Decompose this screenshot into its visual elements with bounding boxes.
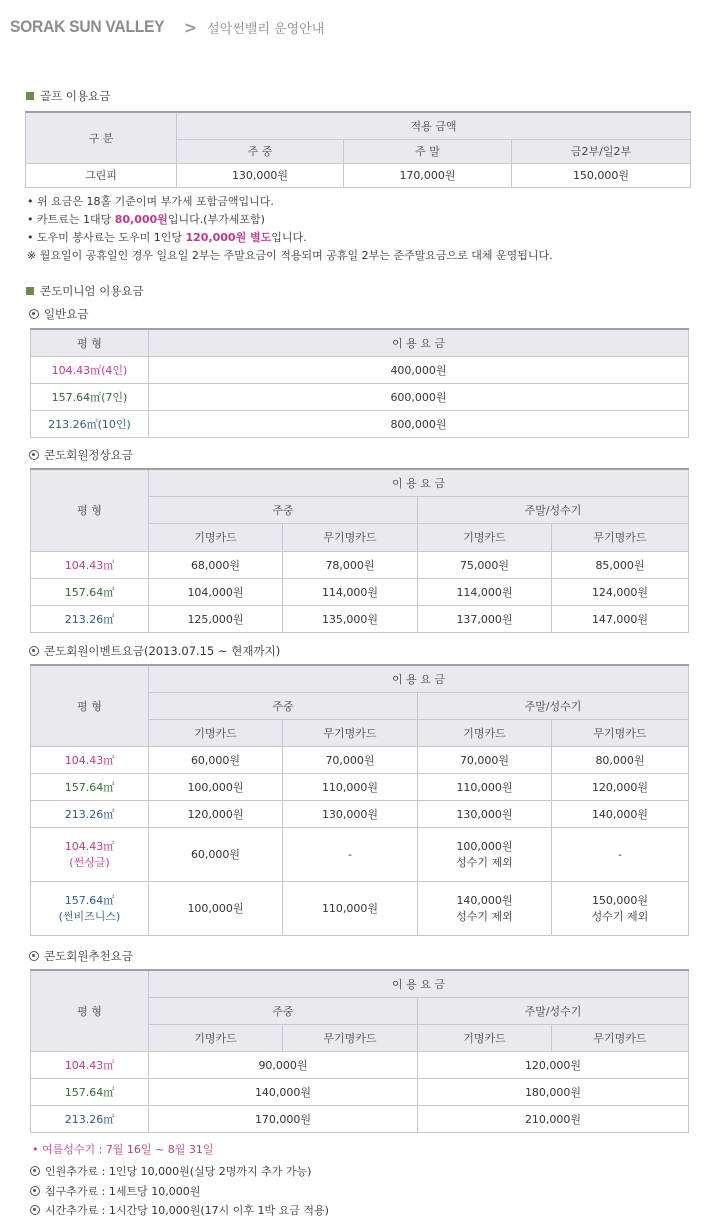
golf-col-weekend: 주 말 <box>344 139 512 163</box>
room-type: 213.26㎡ <box>31 800 149 827</box>
member-weekend-header: 주말/성수기 <box>418 496 689 523</box>
bedding-note: 침구추가료 : 1세트당 10,000원 <box>30 1183 200 1199</box>
golf-price-weekday: 130,000원 <box>177 163 344 187</box>
price-cell: 100,000원 <box>149 773 283 800</box>
table-row <box>31 578 689 605</box>
room-type: 104.43㎡(4인) <box>31 356 149 383</box>
price-cell: 70,000원 <box>283 746 418 773</box>
golf-price-weekend: 170,000원 <box>344 163 512 187</box>
price-cell: 124,000원 <box>552 578 689 605</box>
room-type: 157.64㎡ <box>31 578 149 605</box>
price-cell: 130,000원 <box>418 800 552 827</box>
member-fee-title: 콘도회원정상요금 <box>29 447 133 463</box>
recommend-col-type: 평 형 <box>31 970 149 1051</box>
price-cell: 78,000원 <box>283 551 418 578</box>
golf-note-1: • 위 요금은 18홀 기준이며 부가세 포함금액입니다. <box>27 195 274 208</box>
table-row <box>31 1078 689 1105</box>
table-row <box>31 383 689 410</box>
brand-logo[interactable]: SORAK SUN VALLEY <box>10 17 165 36</box>
event-fee-table <box>30 664 689 936</box>
target-bullet-icon <box>29 309 39 319</box>
general-col-fee: 이 용 요 금 <box>149 329 689 356</box>
col-named-card: 기명카드 <box>149 523 283 551</box>
table-row <box>31 827 689 881</box>
target-bullet-icon <box>29 951 39 961</box>
price-cell: 120,000원 <box>418 1051 689 1078</box>
room-type: 104.43㎡ <box>31 746 149 773</box>
price-cell: - <box>283 827 418 881</box>
square-bullet-icon <box>26 287 34 295</box>
golf-title-label: 골프 이용요금 <box>40 89 111 103</box>
table-row <box>31 1105 689 1132</box>
member-col-type: 평 형 <box>31 469 149 551</box>
room-type: 157.64㎡ <box>31 1078 149 1105</box>
table-row <box>31 881 689 935</box>
table-row <box>31 410 689 437</box>
table-row <box>31 746 689 773</box>
page-title: 설악썬밸리 운영안내 <box>207 21 325 37</box>
room-type: 157.64㎡(7인) <box>31 383 149 410</box>
price-cell: 130,000원 <box>283 800 418 827</box>
golf-notes <box>27 193 553 265</box>
price-cell: 150,000원 성수기 제외 <box>552 881 689 935</box>
golf-applied-header: 적용 금액 <box>177 112 691 139</box>
price-cell: 147,000원 <box>552 605 689 632</box>
table-row <box>31 605 689 632</box>
recommend-fee-header: 이 용 요 금 <box>149 970 689 997</box>
recommend-fee-title: 콘도회원추천요금 <box>29 948 133 964</box>
target-bullet-icon <box>29 646 39 656</box>
price-cell: 75,000원 <box>418 551 552 578</box>
price-cell: 170,000원 <box>149 1105 418 1132</box>
price-cell: 90,000원 <box>149 1051 418 1078</box>
price-cell: 210,000원 <box>418 1105 689 1132</box>
price-cell: 800,000원 <box>149 410 689 437</box>
price-cell: 140,000원 <box>149 1078 418 1105</box>
member-fee-table <box>30 468 689 633</box>
golf-note-4: ※ 월요일이 공휴일인 경우 일요일 2부는 주말요금이 적용되며 공휴일 2부는 준주말요금으로 대체 운영됩니다. <box>27 249 553 262</box>
golf-col-group: 구 분 <box>26 112 177 163</box>
price-cell: 110,000원 <box>283 773 418 800</box>
col-named-card: 기명카드 <box>418 523 552 551</box>
recommend-weekend-header: 주말/성수기 <box>418 997 689 1024</box>
condo-title-label: 콘도미니엄 이용요금 <box>40 284 144 298</box>
room-type: 157.64㎡ <box>31 773 149 800</box>
target-bullet-icon <box>29 450 39 460</box>
price-cell: 68,000원 <box>149 551 283 578</box>
price-cell: 85,000원 <box>552 551 689 578</box>
room-type: 213.26㎡(10인) <box>31 410 149 437</box>
price-cell: 180,000원 <box>418 1078 689 1105</box>
table-row <box>31 356 689 383</box>
col-unnamed-card: 무기명카드 <box>283 719 418 746</box>
col-unnamed-card: 무기명카드 <box>283 523 418 551</box>
col-named-card: 기명카드 <box>149 719 283 746</box>
event-weekday-header: 주중 <box>149 692 418 719</box>
col-named-card: 기명카드 <box>149 1024 283 1051</box>
price-cell: 114,000원 <box>283 578 418 605</box>
col-named-card: 기명카드 <box>418 719 552 746</box>
golf-row-label: 그린피 <box>26 163 177 187</box>
price-cell: 125,000원 <box>149 605 283 632</box>
price-cell: 400,000원 <box>149 356 689 383</box>
general-col-type: 평 형 <box>31 329 149 356</box>
col-named-card: 기명카드 <box>418 1024 552 1051</box>
table-row <box>31 551 689 578</box>
hourly-note: 시간추가료 : 1시간당 10,000원(17시 이후 1박 요금 적용) <box>30 1202 329 1218</box>
summer-season-note: • 여름성수기 : 7월 16일 ~ 8월 31일 <box>32 1143 214 1156</box>
recommend-weekday-header: 주중 <box>149 997 418 1024</box>
price-cell: 600,000원 <box>149 383 689 410</box>
member-fee-header: 이 용 요 금 <box>149 469 689 496</box>
price-cell: 114,000원 <box>418 578 552 605</box>
event-col-type: 평 형 <box>31 665 149 746</box>
general-fee-table <box>30 328 689 438</box>
room-type: 104.43㎡ (썬싱글) <box>31 827 149 881</box>
price-cell: 100,000원 성수기 제외 <box>418 827 552 881</box>
member-weekday-header: 주중 <box>149 496 418 523</box>
price-cell: - <box>552 827 689 881</box>
col-unnamed-card: 무기명카드 <box>552 1024 689 1051</box>
price-cell: 110,000원 <box>418 773 552 800</box>
table-row <box>31 800 689 827</box>
target-bullet-icon <box>30 1166 40 1176</box>
room-type: 213.26㎡ <box>31 1105 149 1132</box>
general-fee-title: 일반요금 <box>29 306 88 322</box>
golf-fee-table <box>25 111 691 188</box>
golf-col-weekday: 주 중 <box>177 139 344 163</box>
price-cell: 104,000원 <box>149 578 283 605</box>
page-header <box>10 14 324 40</box>
price-cell: 110,000원 <box>283 881 418 935</box>
price-cell: 135,000원 <box>283 605 418 632</box>
recommend-fee-table <box>30 969 689 1133</box>
event-fee-header: 이 용 요 금 <box>149 665 689 692</box>
price-cell: 100,000원 <box>149 881 283 935</box>
target-bullet-icon <box>30 1186 40 1196</box>
price-cell: 140,000원 성수기 제외 <box>418 881 552 935</box>
breadcrumb-chevron-icon: > <box>183 17 198 37</box>
golf-section-title <box>26 88 110 104</box>
room-type: 104.43㎡ <box>31 551 149 578</box>
golf-note-2: • 카트료는 1대당 80,000원입니다.(부가세포함) <box>27 213 265 226</box>
golf-note-3: • 도우미 봉사료는 도우미 1인당 120,000원 별도입니다. <box>27 231 307 244</box>
room-type: 213.26㎡ <box>31 605 149 632</box>
target-bullet-icon <box>30 1205 40 1215</box>
col-unnamed-card: 무기명카드 <box>552 523 689 551</box>
room-type: 157.64㎡ (썬비즈니스) <box>31 881 149 935</box>
table-row <box>31 1051 689 1078</box>
col-unnamed-card: 무기명카드 <box>283 1024 418 1051</box>
col-unnamed-card: 무기명카드 <box>552 719 689 746</box>
table-row <box>26 163 691 187</box>
price-cell: 140,000원 <box>552 800 689 827</box>
price-cell: 120,000원 <box>552 773 689 800</box>
price-cell: 80,000원 <box>552 746 689 773</box>
price-cell: 60,000원 <box>149 746 283 773</box>
golf-price-fri-sun: 150,000원 <box>512 163 691 187</box>
square-bullet-icon <box>26 92 34 100</box>
room-type: 104.43㎡ <box>31 1051 149 1078</box>
price-cell: 70,000원 <box>418 746 552 773</box>
price-cell: 137,000원 <box>418 605 552 632</box>
event-fee-title: 콘도회원이벤트요금(2013.07.15 ~ 현재까지) <box>29 643 280 659</box>
condo-section-title <box>26 283 144 299</box>
price-cell: 120,000원 <box>149 800 283 827</box>
extra-person-note: 인원추가료 : 1인당 10,000원(실당 2명까지 추가 가능) <box>30 1163 311 1179</box>
table-row <box>31 773 689 800</box>
event-weekend-header: 주말/성수기 <box>418 692 689 719</box>
price-cell: 60,000원 <box>149 827 283 881</box>
golf-col-friday-sunday: 금2부/일2부 <box>512 139 691 163</box>
